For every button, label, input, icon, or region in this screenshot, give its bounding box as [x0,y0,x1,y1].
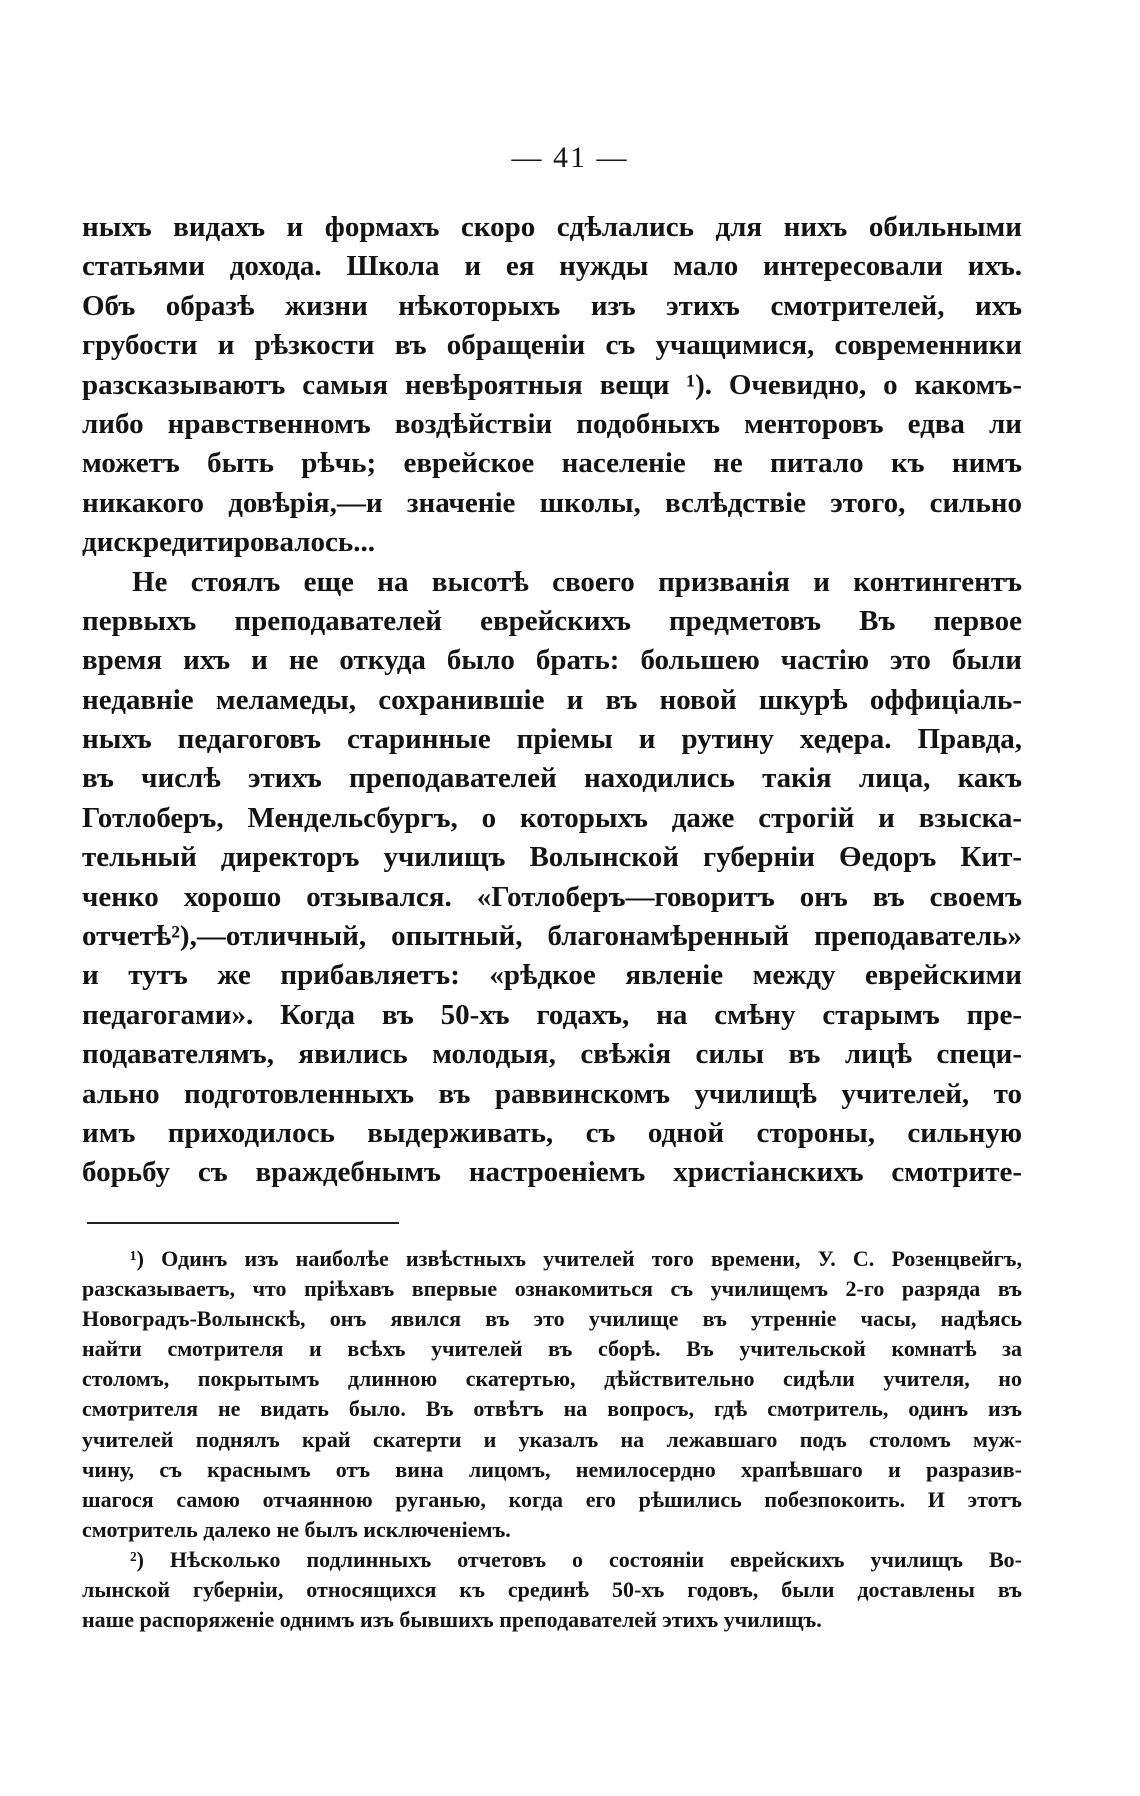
footnote-line: чину, съ краснымъ отъ вина лицомъ, немилосердно храпѣвшаго и разразив- [82,1456,1022,1482]
text-line: ально подготовленныхъ въ раввинскомъ училищѣ учителей, то [82,1077,1022,1110]
text-line: статьями дохода. Школа и ея нужды мало интересовали ихъ. [82,250,1022,283]
text-line: имъ приходилось выдерживать, съ одной стороны, сильную [82,1116,1022,1149]
text-line: педагогами». Когда въ 50-хъ годахъ, на смѣну старымъ пре- [82,998,1022,1031]
text-line: ченко хорошо отзывался. «Готлоберъ—говоритъ онъ въ своемъ [82,880,1022,913]
footnote-line: учителей поднялъ край скатерти и указалъ на лежавшаго подъ столомъ муж- [82,1426,1022,1452]
text-line: либо нравственномъ воздѣйствіи подобныхъ менторовъ едва ли [82,407,1022,440]
text-line: Готлоберъ, Мендельсбургъ, о которыхъ даже строгій и взыска- [82,801,1022,834]
text-line: Объ образѣ жизни нѣкоторыхъ изъ этихъ смотрителей, ихъ [82,289,1022,322]
footnote-line: смотритель далеко не былъ исключеніемъ. [82,1516,511,1542]
footnote-line: лынской губерніи, относящихся къ срединѣ 50-хъ годовъ, были доставлены въ [82,1577,1022,1603]
footnotes [82,1244,1022,1635]
footnote-divider [87,1222,399,1224]
page-number: — 41 — [511,141,629,174]
text-line: дискредитировалось... [82,526,375,559]
paragraph-start-line: Не стоялъ еще на высотѣ своего призванія и контингентъ [132,565,1022,598]
text-line: недавніе меламеды, сохранившіе и въ новой шкурѣ оффиціаль- [82,683,1022,716]
text-line: подавателямъ, явились молодыя, свѣжія силы въ лицѣ специ- [82,1038,1022,1071]
text-line: можетъ быть рѣчь; еврейское населеніе не питало къ нимъ [82,447,1022,480]
footnote-line: столомъ, покрытымъ длинною скатертью, дѣйствительно сидѣли учителя, но [82,1366,1022,1392]
text-line: ныхъ педагоговъ старинные пріемы и рутину хедера. Правда, [82,723,1022,756]
footnote-line: найти смотрителя и всѣхъ учителей въ сборѣ. Въ учительской комнатѣ за [82,1336,1022,1362]
text-line: борьбу съ враждебнымъ настроеніемъ христіанскихъ смотрите- [82,1156,1022,1189]
footnote-1-start: ¹) Одинъ изъ наиболѣе извѣстныхъ учителей того времени, У. С. Розенцвейгъ, [130,1246,1022,1271]
text-line: грубости и рѣзкости въ обращеніи съ учащимися, современники [82,329,1022,362]
text-line: отчетѣ²),—отличный, опытный, благонамѣренный преподаватель» [82,920,1022,953]
footnote-line: Новоградъ-Волынскѣ, онъ явился въ это училище въ утренніе часы, надѣясь [82,1306,1022,1332]
footnote-line: смотрителя не видать было. Въ отвѣтъ на вопросъ, гдѣ смотритель, одинъ изъ [82,1396,1022,1422]
main-text [82,208,1022,1193]
footnote-line: шагося самою отчаянною руганью, когда его рѣшились побезпокоить. И этотъ [82,1486,1022,1512]
text-line: въ числѣ этихъ преподавателей находились такія лица, какъ [82,762,1022,795]
text-line: разсказываютъ самыя невѣроятныя вещи ¹). Очевидно, о какомъ- [82,368,1022,401]
text-line: ныхъ видахъ и формахъ скоро сдѣлались для нихъ обильными [82,211,1022,243]
text-line: никакого довѣрія,—и значеніе школы, вслѣдствіе этого, сильно [82,486,1022,519]
text-line: время ихъ и не откуда было брать: большею частію это были [82,644,1022,677]
text-line: тельный директоръ училищъ Волынской губерніи Өедоръ Кит- [82,841,1022,874]
text-line: и тутъ же прибавляетъ: «рѣдкое явленіе между еврейскими [82,959,1022,992]
text-line: первыхъ преподавателей еврейскихъ предметовъ Въ первое [82,604,1022,637]
footnote-2-start: ²) Нѣсколько подлинныхъ отчетовъ о состояніи еврейскихъ училищъ Во- [130,1546,1022,1572]
footnote-line: наше распоряженіе однимъ изъ бывшихъ преподавателей этихъ училищъ. [82,1607,822,1633]
footnote-line: разсказываетъ, что пріѣхавъ впервые ознакомиться съ училищемъ 2-го разряда въ [82,1276,1022,1302]
